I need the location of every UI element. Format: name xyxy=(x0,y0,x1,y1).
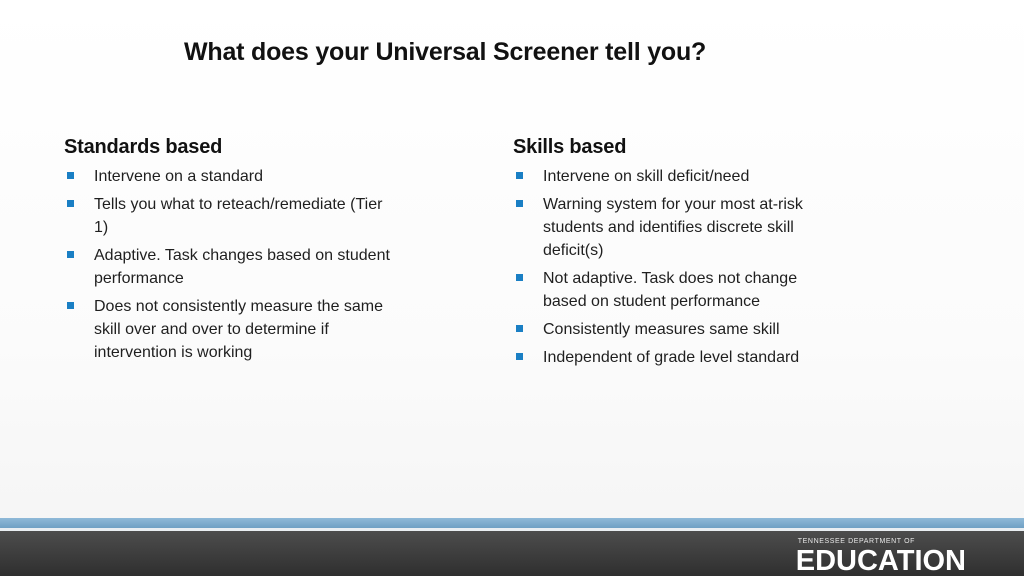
list-item-text: Intervene on a standard xyxy=(94,168,264,185)
bullet-list xyxy=(513,165,873,369)
square-bullet-icon xyxy=(516,274,523,281)
list-item-text: Adaptive. Task changes based on student performance xyxy=(94,247,390,287)
column-heading: Skills based xyxy=(513,136,627,158)
list-item xyxy=(513,193,843,262)
list-item-text: Does not consistently measure the same skill over and over to determine if intervention is working xyxy=(94,298,384,361)
logo-subtitle: TENNESSEE DEPARTMENT OF xyxy=(797,538,916,545)
square-bullet-icon xyxy=(516,325,523,332)
list-item xyxy=(513,165,843,188)
bullet-list xyxy=(64,165,424,364)
square-bullet-icon xyxy=(516,200,523,207)
square-bullet-icon xyxy=(516,172,523,179)
list-item xyxy=(513,318,843,341)
skills-based-column xyxy=(513,136,873,374)
list-item xyxy=(64,295,394,364)
list-item xyxy=(513,346,843,369)
slide-title: What does your Universal Screener tell you? xyxy=(184,38,707,66)
education-logo xyxy=(796,538,966,576)
list-item-text: Intervene on skill deficit/need xyxy=(543,168,750,185)
list-item-text: Not adaptive. Task does not change based on student performance xyxy=(543,270,798,310)
footer-accent-band xyxy=(0,518,1024,528)
square-bullet-icon xyxy=(67,172,74,179)
list-item-text: Tells you what to reteach/remediate (Tier 1) xyxy=(94,196,383,236)
list-item xyxy=(513,267,843,313)
square-bullet-icon xyxy=(67,200,74,207)
logo-wordmark: EDUCATION xyxy=(795,545,966,576)
list-item xyxy=(64,244,394,290)
square-bullet-icon xyxy=(67,302,74,309)
column-heading: Standards based xyxy=(64,136,223,158)
list-item-text: Independent of grade level standard xyxy=(543,349,800,366)
list-item xyxy=(64,165,394,188)
square-bullet-icon xyxy=(67,251,74,258)
list-item-text: Warning system for your most at-risk students and identifies discrete skill deficit(s) xyxy=(543,196,803,259)
square-bullet-icon xyxy=(516,353,523,360)
standards-based-column xyxy=(64,136,424,369)
list-item-text: Consistently measures same skill xyxy=(543,321,780,338)
list-item xyxy=(64,193,394,239)
